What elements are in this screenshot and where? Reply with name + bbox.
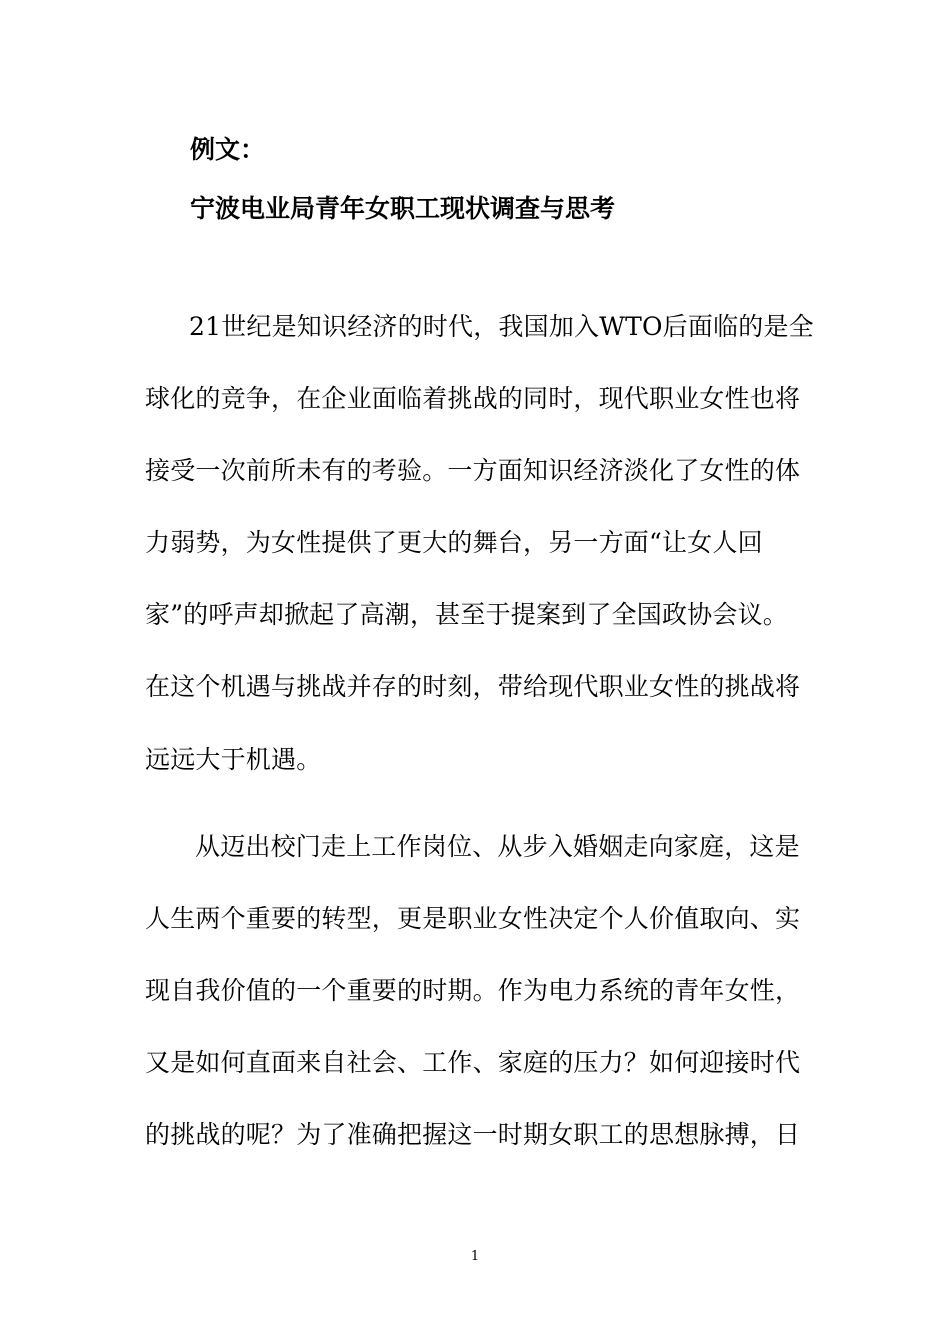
- page-number: 1: [470, 1249, 480, 1264]
- body-line: 远远大于机遇。: [145, 745, 322, 774]
- example-label: 例文：: [190, 135, 266, 164]
- body-line: 人生两个重要的转型，更是职业女性决定个人价值取向、实: [145, 904, 801, 933]
- body-line: 球化的竞争，在企业面临着挑战的同时，现代职业女性也将: [145, 384, 801, 413]
- body-line: 力弱势，为女性提供了更大的舞台，另一方面“让女人回: [145, 528, 763, 557]
- body-line: 21世纪是知识经济的时代，我国加入WTO后面临的是全: [189, 312, 814, 341]
- body-line: 从迈出校门走上工作岗位、从步入婚姻走向家庭，这是: [195, 832, 800, 861]
- body-line: 在这个机遇与挑战并存的时刻，带给现代职业女性的挑战将: [145, 672, 801, 701]
- body-line: 家”的呼声却掀起了高潮，甚至于提案到了全国政协会议。: [145, 600, 788, 629]
- body-line: 接受一次前所未有的考验。一方面知识经济淡化了女性的体: [145, 456, 801, 485]
- document-title: 宁波电业局青年女职工现状调查与思考: [190, 194, 616, 223]
- body-line: 的挑战的呢？为了准确把握这一时期女职工的思想脉搏，日: [145, 1120, 801, 1149]
- body-line: 现自我价值的一个重要的时期。作为电力系统的青年女性，: [145, 976, 801, 1005]
- body-line: 又是如何直面来自社会、工作、家庭的压力？如何迎接时代: [145, 1048, 801, 1077]
